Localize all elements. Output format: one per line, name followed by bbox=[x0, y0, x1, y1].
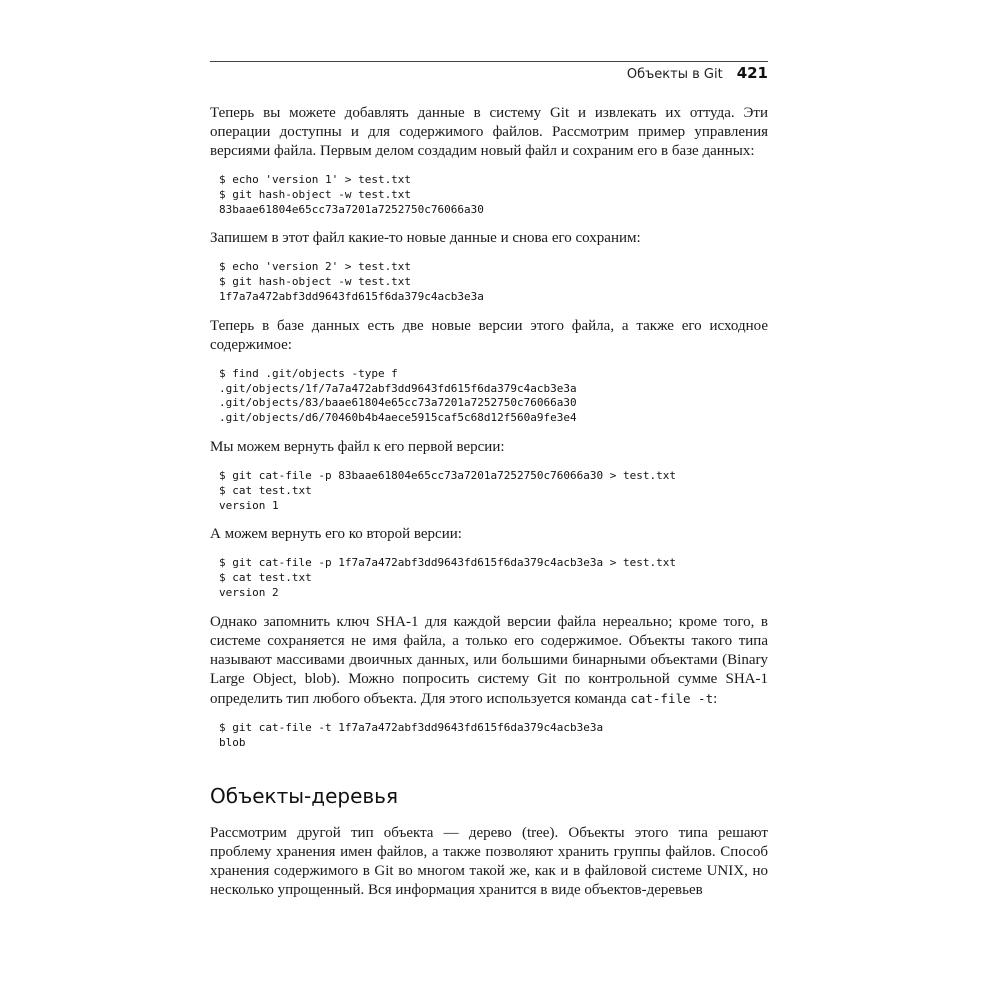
paragraph: Мы можем вернуть файл к его первой версии: bbox=[210, 438, 505, 455]
paragraph-text: Однако запомнить ключ SHA-1 для каждой версии файла нереально; кроме того, в системе сохраняется не имя файла, а только его содержимое. Объекты такого типа называют массивами двоичных данных, или большими бинарными объектами (Binary Large Object, blob). Можно попросить систему Git по контрольной сумме SHA-1 определить тип любого объекта. Для этого используется команда bbox=[210, 613, 768, 707]
paragraph: Теперь вы можете добавлять данные в систему Git и извлекать их оттуда. Эти операции доступны и для содержимого файлов. Рассмотрим пример управления версиями файла. Первым делом создадим новый файл и сохраним его в базе данных: bbox=[210, 105, 768, 159]
paragraph bbox=[210, 613, 768, 709]
code-block: $ echo 'version 1' > test.txt $ git hash-object -w test.txt 83baae61804e65cc73a7201a7252750c76066a30 bbox=[219, 173, 484, 216]
paragraph-punctuation: : bbox=[713, 690, 718, 707]
code-block: $ find .git/objects -type f .git/objects/1f/7a7a472abf3dd9643fd615f6da379c4acb3e3a .git/objects/83/baae61804e65cc73a7201a7252750c76066a30 .git/objects/d6/70460b4b4aece5915caf5c68d12f560a9fe3e4 bbox=[219, 366, 577, 425]
paragraph: Запишем в этот файл какие-то новые данные и снова его сохраним: bbox=[210, 230, 641, 247]
body-text bbox=[210, 104, 768, 900]
paragraph: А можем вернуть его ко второй версии: bbox=[210, 526, 462, 543]
book-page bbox=[210, 0, 768, 1000]
code-block: $ git cat-file -t 1f7a7a472abf3dd9643fd615f6da379c4acb3e3a blob bbox=[219, 720, 604, 749]
running-head bbox=[627, 64, 768, 84]
code-block: $ git cat-file -p 1f7a7a472abf3dd9643fd615f6da379c4acb3e3a > test.txt $ cat test.txt version 2 bbox=[219, 556, 676, 599]
page-number: 421 bbox=[736, 64, 768, 82]
running-title: Объекты в Git bbox=[626, 67, 723, 82]
header-rule bbox=[210, 61, 768, 62]
code-block: $ git cat-file -p 83baae61804e65cc73a7201a7252750c76066a30 > test.txt $ cat test.txt version 1 bbox=[219, 468, 676, 512]
inline-code: cat-file -t bbox=[630, 690, 714, 706]
paragraph: Теперь в базе данных есть две новые версии этого файла, а также его исходное содержимое: bbox=[210, 317, 768, 353]
code-block: $ echo 'version 2' > test.txt $ git hash-object -w test.txt 1f7a7a472abf3dd9643fd615f6da379c4acb3e3a bbox=[219, 260, 484, 303]
section-heading: Объекты-деревья bbox=[210, 784, 398, 809]
paragraph: Рассмотрим другой тип объекта — дерево (tree). Объекты этого типа решают проблему хранения имен файлов, а также позволяют хранить группы файлов. Способ хранения содержимого в Git во многом такой же, как и в файловой системе UNIX, но несколько упрощенный. Вся информация хранится в виде объектов-деревьев bbox=[210, 825, 768, 899]
